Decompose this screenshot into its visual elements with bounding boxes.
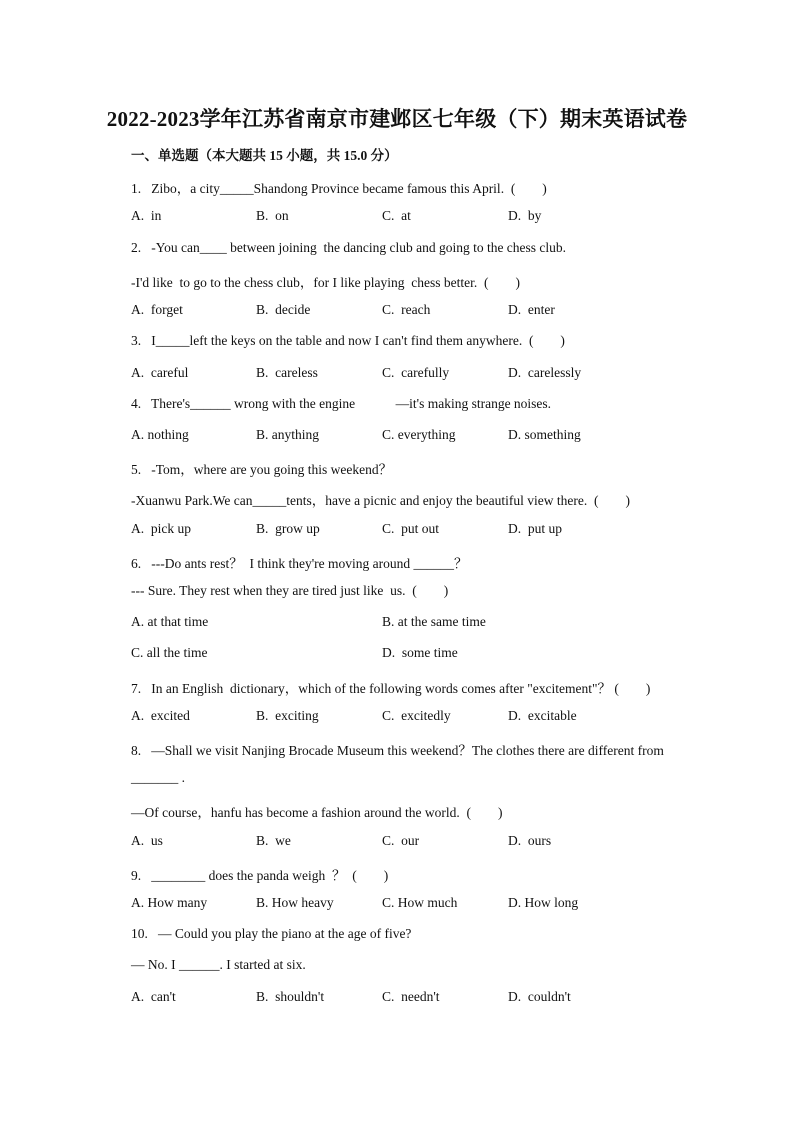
question-7-stem: 7. In an English dictionary，which of the following words comes after "excitement"？ ( ): [131, 681, 651, 696]
question-3-stem: 3. I_____left the keys on the table and now I can't find them anywhere. ( ): [131, 333, 565, 348]
question-10-option-d: D. couldn't: [508, 989, 571, 1004]
question-8-stem: 8. —Shall we visit Nanjing Brocade Museum this weekend？The clothes there are different from: [131, 743, 664, 758]
exam-title: 2022-2023学年江苏省南京市建邺区七年级（下）期末英语试卷: [106, 107, 688, 131]
question-7-option-a: A. excited: [131, 708, 190, 723]
question-5-stem-line-2: -Xuanwu Park.We can_____tents，have a picnic and enjoy the beautiful view there. ( ): [131, 493, 630, 508]
question-4-option-a: A. nothing: [131, 427, 189, 442]
question-2-option-a: A. forget: [131, 302, 183, 317]
question-5-option-c: C. put out: [382, 521, 440, 536]
question-6-option-b: B. at the same time: [382, 614, 486, 629]
question-9-stem: 9. ________ does the panda weigh ？ ( ): [131, 868, 389, 883]
question-9-option-b: B. How heavy: [256, 895, 334, 910]
question-6-option-a: A. at that time: [131, 614, 209, 629]
question-10-stem: 10. — Could you play the piano at the age of five?: [131, 926, 412, 941]
question-8-option-d: D. ours: [508, 833, 552, 848]
question-8-option-a: A. us: [131, 833, 163, 848]
question-1-option-d: D. by: [508, 208, 542, 223]
question-10-stem-line-2: — No. I ______. I started at six.: [131, 957, 306, 972]
question-2-option-b: B. decide: [256, 302, 311, 317]
question-7-option-d: D. excitable: [508, 708, 577, 723]
question-3-option-d: D. carelessly: [508, 365, 582, 380]
question-10-option-b: B. shouldn't: [256, 989, 325, 1004]
question-7-option-c: C. excitedly: [382, 708, 451, 723]
question-8-stem-line-2: _______ .: [131, 770, 185, 785]
question-5-option-a: A. pick up: [131, 521, 191, 536]
question-2-option-d: D. enter: [508, 302, 555, 317]
question-1-option-c: C. at: [382, 208, 411, 223]
section-heading: 一、单选题（本大题共 15 小题，共 15.0 分）: [131, 148, 398, 163]
question-5-option-b: B. grow up: [256, 521, 320, 536]
question-2-option-c: C. reach: [382, 302, 431, 317]
question-6-option-d: D. some time: [382, 645, 458, 660]
question-2-stem-line-2: -I'd like to go to the chess club，for I like playing chess better. ( ): [131, 275, 520, 290]
question-1-stem: 1. Zibo，a city_____Shandong Province became famous this April. ( ): [131, 181, 547, 196]
question-1-option-b: B. on: [256, 208, 289, 223]
question-3-option-a: A. careful: [131, 365, 189, 380]
question-7-option-b: B. exciting: [256, 708, 319, 723]
question-10-option-a: A. can't: [131, 989, 176, 1004]
question-4-option-b: B. anything: [256, 427, 319, 442]
question-8-option-c: C. our: [382, 833, 420, 848]
question-4-option-d: D. something: [508, 427, 581, 442]
question-3-option-b: B. careless: [256, 365, 318, 380]
question-9-option-a: A. How many: [131, 895, 208, 910]
question-6-stem-line-2: --- Sure. They rest when they are tired just like us. ( ): [131, 583, 449, 598]
question-8-stem-line-3: —Of course，hanfu has become a fashion around the world. ( ): [131, 805, 503, 820]
question-9-option-c: C. How much: [382, 895, 458, 910]
question-1-option-a: A. in: [131, 208, 162, 223]
question-4-stem: 4. There's______ wrong with the engine —it's making strange noises.: [131, 396, 552, 411]
question-8-option-b: B. we: [256, 833, 291, 848]
question-10-option-c: C. needn't: [382, 989, 440, 1004]
question-2-stem: 2. -You can____ between joining the dancing club and going to the chess club.: [131, 240, 567, 255]
question-5-option-d: D. put up: [508, 521, 562, 536]
question-6-stem: 6. ---Do ants rest？ I think they're moving around ______？: [131, 556, 468, 571]
question-5-stem: 5. -Tom，where are you going this weekend？: [131, 462, 393, 477]
question-6-option-c: C. all the time: [131, 645, 208, 660]
question-4-option-c: C. everything: [382, 427, 456, 442]
question-9-option-d: D. How long: [508, 895, 579, 910]
question-3-option-c: C. carefully: [382, 365, 450, 380]
